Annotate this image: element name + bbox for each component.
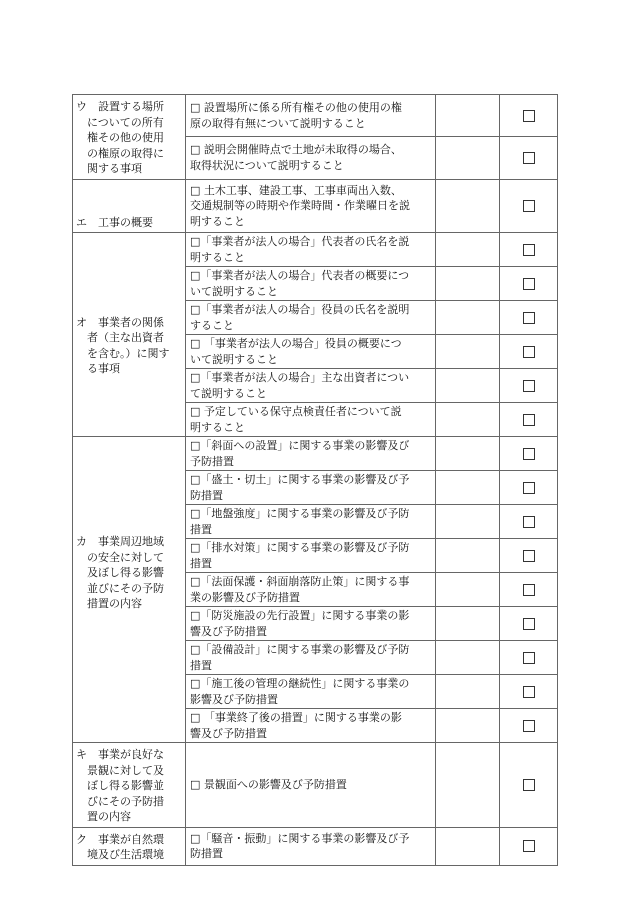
item-text: □ 予定している保守点検責任者について説 明すること xyxy=(186,403,436,437)
item-text: □ 設置場所に係る所有権その他の使用の権 原の取得有無について説明すること xyxy=(186,95,436,137)
category-cell: ク 事業が自然環 境及び生活環境 xyxy=(73,827,186,865)
check-cell xyxy=(500,179,558,233)
checkbox[interactable] xyxy=(523,200,535,212)
checkbox[interactable] xyxy=(523,482,535,494)
table-row xyxy=(73,233,558,267)
item-text: □「事業者が法人の場合」役員の氏名を説明 すること xyxy=(186,301,436,335)
check-cell xyxy=(500,137,558,179)
notes-cell xyxy=(436,403,500,437)
check-cell xyxy=(500,437,558,471)
item-text: □「事業者が法人の場合」主な出資者につい て説明すること xyxy=(186,369,436,403)
table-row xyxy=(73,437,558,471)
notes-cell xyxy=(436,335,500,369)
category-cell: ウ 設置する場所 についての所有 権その他の使用 の権原の取得に 関する事項 xyxy=(73,95,186,180)
item-text: □ 景観面への影響及び予防措置 xyxy=(186,743,436,828)
item-text: □「地盤強度」に関する事業の影響及び予防 措置 xyxy=(186,505,436,539)
notes-cell xyxy=(436,179,500,233)
checkbox[interactable] xyxy=(523,840,535,852)
notes-cell xyxy=(436,95,500,137)
item-text: □ 「事業終了後の措置」に関する事業の影 響及び予防措置 xyxy=(186,709,436,743)
checkbox[interactable] xyxy=(523,380,535,392)
checklist-body xyxy=(73,95,558,866)
item-text: □ 説明会開催時点で土地が未取得の場合、 取得状況について説明すること xyxy=(186,137,436,179)
notes-cell xyxy=(436,505,500,539)
item-text: □「盛土・切土」に関する事業の影響及び予 防措置 xyxy=(186,471,436,505)
notes-cell xyxy=(436,675,500,709)
notes-cell xyxy=(436,743,500,828)
category-cell: エ 工事の概要 xyxy=(73,179,186,233)
notes-cell xyxy=(436,641,500,675)
check-cell xyxy=(500,505,558,539)
check-cell xyxy=(500,743,558,828)
check-cell xyxy=(500,301,558,335)
notes-cell xyxy=(436,471,500,505)
notes-cell xyxy=(436,233,500,267)
item-text: □「施工後の管理の継続性」に関する事業の 影響及び予防措置 xyxy=(186,675,436,709)
notes-cell xyxy=(436,267,500,301)
table-row xyxy=(73,179,558,233)
checklist-table xyxy=(72,94,558,866)
check-cell xyxy=(500,675,558,709)
checkbox[interactable] xyxy=(523,448,535,460)
checkbox[interactable] xyxy=(523,414,535,426)
check-cell xyxy=(500,539,558,573)
check-cell xyxy=(500,267,558,301)
notes-cell xyxy=(436,301,500,335)
notes-cell xyxy=(436,369,500,403)
checkbox[interactable] xyxy=(523,152,535,164)
check-cell xyxy=(500,335,558,369)
item-text: □ 土木工事、建設工事、工事車両出入数、 交通規制等の時期や作業時間・作業曜日を説 明すること xyxy=(186,179,436,233)
checkbox[interactable] xyxy=(523,278,535,290)
category-cell: キ 事業が良好な 景観に対して及 ぼし得る影響並 びにその予防措 置の内容 xyxy=(73,743,186,828)
checkbox[interactable] xyxy=(523,516,535,528)
checkbox[interactable] xyxy=(523,312,535,324)
check-cell xyxy=(500,95,558,137)
item-text: □「事業者が法人の場合」代表者の氏名を説 明すること xyxy=(186,233,436,267)
table-row xyxy=(73,95,558,137)
checkbox[interactable] xyxy=(523,686,535,698)
checkbox[interactable] xyxy=(523,110,535,122)
check-cell xyxy=(500,369,558,403)
check-cell xyxy=(500,403,558,437)
item-text: □「事業者が法人の場合」代表者の概要につ いて説明すること xyxy=(186,267,436,301)
checkbox[interactable] xyxy=(523,779,535,791)
checkbox[interactable] xyxy=(523,652,535,664)
category-cell: カ 事業周辺地域 の安全に対して 及ぼし得る影響 並びにその予防 措置の内容 xyxy=(73,437,186,743)
item-text: □「防災施設の先行設置」に関する事業の影 響及び予防措置 xyxy=(186,607,436,641)
check-cell xyxy=(500,471,558,505)
check-cell xyxy=(500,607,558,641)
check-cell xyxy=(500,641,558,675)
notes-cell xyxy=(436,437,500,471)
notes-cell xyxy=(436,137,500,179)
notes-cell xyxy=(436,827,500,865)
item-text: □「騒音・振動」に関する事業の影響及び予 防措置 xyxy=(186,827,436,865)
table-row xyxy=(73,743,558,828)
table-row xyxy=(73,827,558,865)
item-text: □「排水対策」に関する事業の影響及び予防 措置 xyxy=(186,539,436,573)
category-cell: オ 事業者の関係 者（主な出資者 を含む。）に関す る事項 xyxy=(73,233,186,437)
checkbox[interactable] xyxy=(523,550,535,562)
check-cell xyxy=(500,573,558,607)
checkbox[interactable] xyxy=(523,244,535,256)
checkbox[interactable] xyxy=(523,618,535,630)
item-text: □「法面保護・斜面崩落防止策」に関する事 業の影響及び予防措置 xyxy=(186,573,436,607)
notes-cell xyxy=(436,709,500,743)
checkbox[interactable] xyxy=(523,720,535,732)
notes-cell xyxy=(436,607,500,641)
checkbox[interactable] xyxy=(523,584,535,596)
check-cell xyxy=(500,233,558,267)
notes-cell xyxy=(436,539,500,573)
check-cell xyxy=(500,827,558,865)
item-text: □ 「事業者が法人の場合」役員の概要につ いて説明すること xyxy=(186,335,436,369)
item-text: □「設備設計」に関する事業の影響及び予防 措置 xyxy=(186,641,436,675)
checkbox[interactable] xyxy=(523,346,535,358)
item-text: □「斜面への設置」に関する事業の影響及び 予防措置 xyxy=(186,437,436,471)
check-cell xyxy=(500,709,558,743)
notes-cell xyxy=(436,573,500,607)
